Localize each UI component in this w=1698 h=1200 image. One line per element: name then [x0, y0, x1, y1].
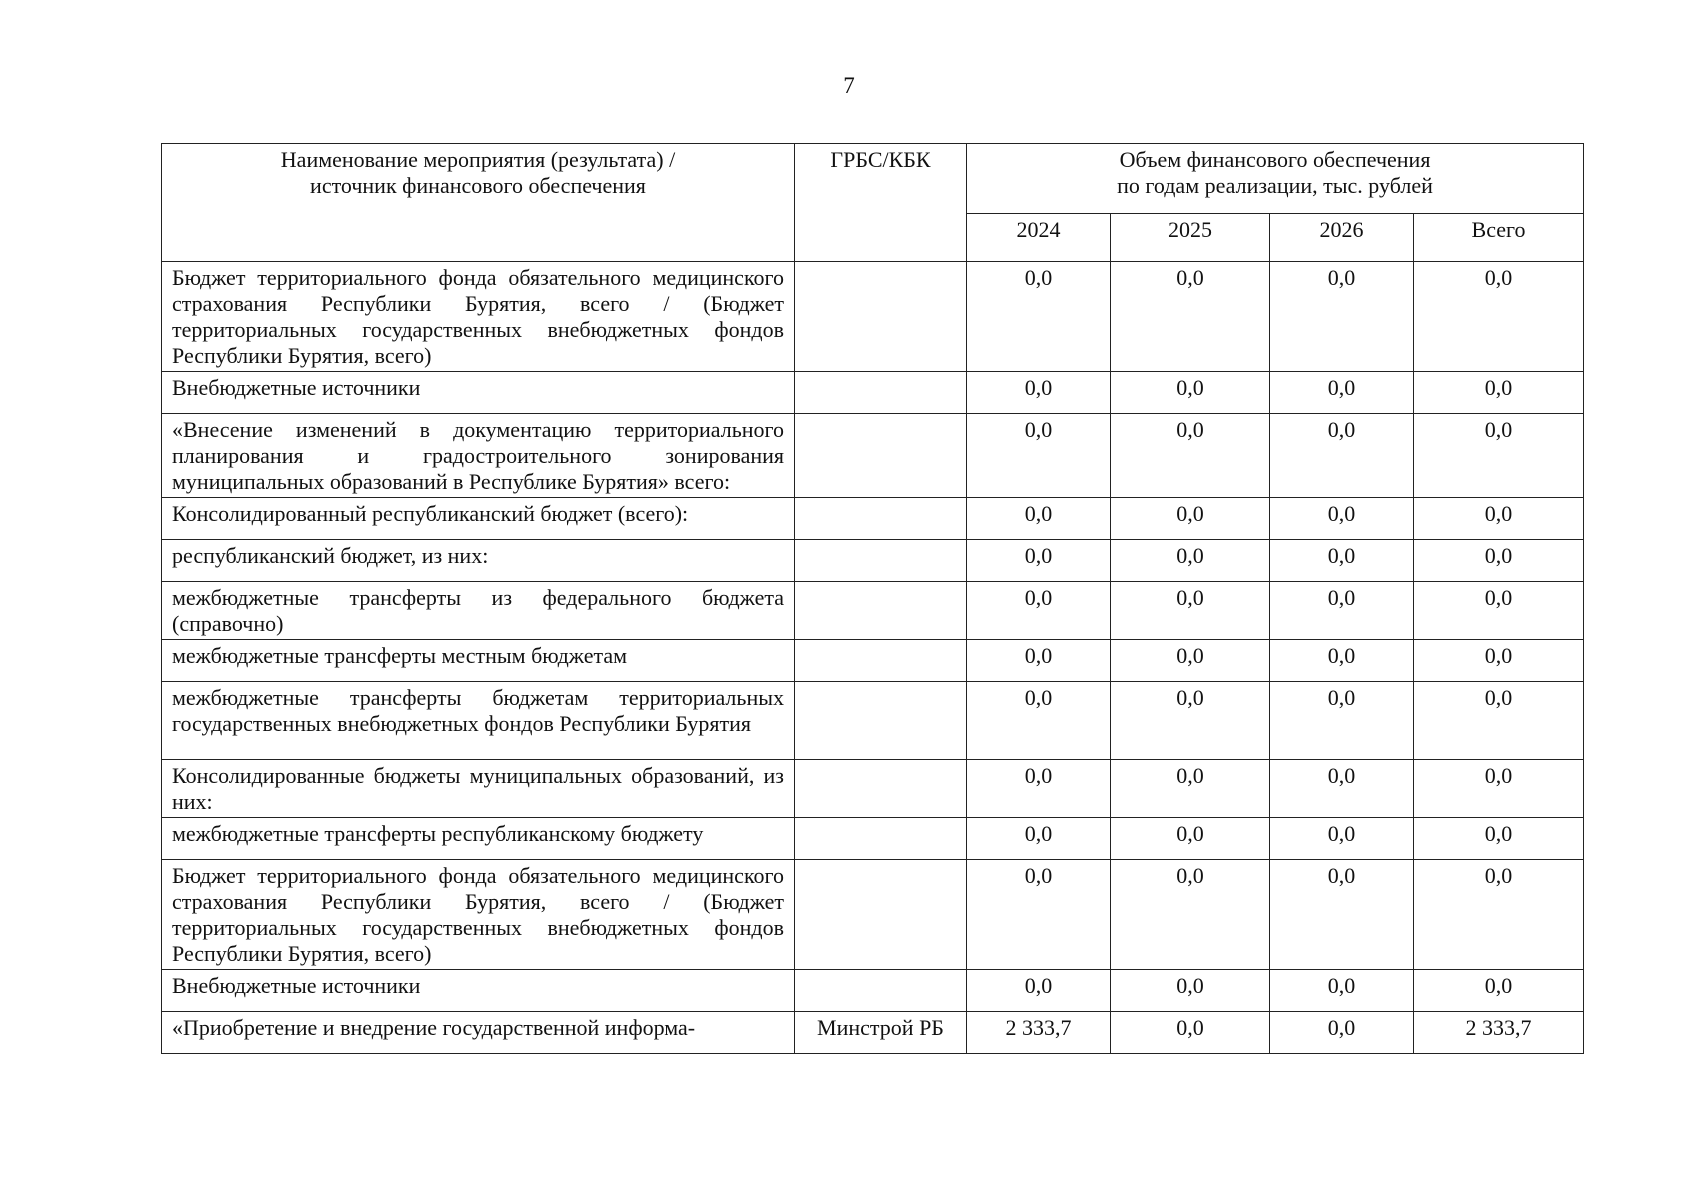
row-value-total: 0,0	[1414, 970, 1584, 1012]
row-value-total: 0,0	[1414, 640, 1584, 682]
row-value-total: 0,0	[1414, 372, 1584, 414]
table-row	[162, 970, 1584, 1012]
row-value-2024: 0,0	[967, 760, 1111, 818]
header-total: Всего	[1414, 214, 1584, 262]
row-value-2024: 0,0	[967, 372, 1111, 414]
row-value-total: 2 333,7	[1414, 1012, 1584, 1054]
row-grbs-cell	[795, 640, 967, 682]
row-value-total: 0,0	[1414, 414, 1584, 498]
row-name-cell: Консолидированный республиканский бюджет (всего):	[162, 498, 795, 540]
row-value-2024: 0,0	[967, 582, 1111, 640]
row-name-cell: Консолидированные бюджеты муниципальных образований, из них:	[162, 760, 795, 818]
row-value-2024: 0,0	[967, 640, 1111, 682]
financing-table	[161, 143, 1584, 1054]
header-row-top	[162, 144, 1584, 214]
row-value-2026: 0,0	[1270, 1012, 1414, 1054]
row-value-total: 0,0	[1414, 818, 1584, 860]
row-name-cell: Внебюджетные источники	[162, 970, 795, 1012]
row-value-2025: 0,0	[1111, 414, 1270, 498]
header-volume-line-1: Объем финансового обеспечения	[1119, 147, 1431, 172]
row-value-2024: 0,0	[967, 682, 1111, 760]
table-row	[162, 540, 1584, 582]
row-grbs-cell	[795, 818, 967, 860]
row-value-2024: 0,0	[967, 860, 1111, 970]
row-value-total: 0,0	[1414, 860, 1584, 970]
row-value-2025: 0,0	[1111, 582, 1270, 640]
row-value-2026: 0,0	[1270, 372, 1414, 414]
row-value-2025: 0,0	[1111, 818, 1270, 860]
row-name-cell: Внебюджетные источники	[162, 372, 795, 414]
row-grbs-cell	[795, 970, 967, 1012]
row-value-2025: 0,0	[1111, 372, 1270, 414]
row-grbs-cell	[795, 262, 967, 372]
row-value-2024: 0,0	[967, 498, 1111, 540]
table-row	[162, 760, 1584, 818]
header-volume-line-2: по годам реализации, тыс. рублей	[1117, 173, 1433, 198]
row-value-total: 0,0	[1414, 262, 1584, 372]
row-value-total: 0,0	[1414, 682, 1584, 760]
row-value-2025: 0,0	[1111, 262, 1270, 372]
row-name-cell: межбюджетные трансферты бюджетам территориальных государственных внебюджетных фондов Республики Бурятия	[162, 682, 795, 760]
header-name-line-1: Наименование мероприятия (результата) /	[280, 147, 676, 172]
row-value-total: 0,0	[1414, 582, 1584, 640]
header-volume-cell	[967, 144, 1584, 214]
row-value-2025: 0,0	[1111, 760, 1270, 818]
row-value-2026: 0,0	[1270, 582, 1414, 640]
row-name-cell: «Внесение изменений в документацию территориального планирования и градостроительного зонирования муниципальных образований в Республике Бурятия» всего:	[162, 414, 795, 498]
table-row	[162, 498, 1584, 540]
row-value-2024: 0,0	[967, 414, 1111, 498]
row-grbs-cell	[795, 372, 967, 414]
row-value-2024: 2 333,7	[967, 1012, 1111, 1054]
row-value-2026: 0,0	[1270, 498, 1414, 540]
row-value-2026: 0,0	[1270, 540, 1414, 582]
row-value-2026: 0,0	[1270, 970, 1414, 1012]
table-row	[162, 640, 1584, 682]
page-number: 7	[843, 73, 855, 98]
row-grbs-cell	[795, 860, 967, 970]
row-value-2024: 0,0	[967, 262, 1111, 372]
row-name-cell: Бюджет территориального фонда обязательного медицинского страхования Республики Бурятия, всего / (Бюджет территориальных государственных внебюджетных фондов Республики Бурятия, всего)	[162, 860, 795, 970]
row-value-2025: 0,0	[1111, 640, 1270, 682]
table-body	[162, 262, 1584, 1054]
table-row	[162, 1012, 1584, 1054]
row-value-2024: 0,0	[967, 540, 1111, 582]
row-value-2026: 0,0	[1270, 818, 1414, 860]
header-year-2026: 2026	[1270, 214, 1414, 262]
row-grbs-cell	[795, 540, 967, 582]
row-value-2024: 0,0	[967, 970, 1111, 1012]
row-value-total: 0,0	[1414, 540, 1584, 582]
row-value-2026: 0,0	[1270, 860, 1414, 970]
row-value-2025: 0,0	[1111, 860, 1270, 970]
row-value-2026: 0,0	[1270, 760, 1414, 818]
row-name-cell: республиканский бюджет, из них:	[162, 540, 795, 582]
row-grbs-cell: Минстрой РБ	[795, 1012, 967, 1054]
header-name-line-2: источник финансового обеспечения	[310, 173, 646, 198]
row-name-cell: межбюджетные трансферты республиканскому бюджету	[162, 818, 795, 860]
header-year-2024: 2024	[967, 214, 1111, 262]
row-name-cell: межбюджетные трансферты из федерального бюджета (справочно)	[162, 582, 795, 640]
row-value-2026: 0,0	[1270, 640, 1414, 682]
table-row	[162, 860, 1584, 970]
row-value-2025: 0,0	[1111, 1012, 1270, 1054]
row-value-2025: 0,0	[1111, 498, 1270, 540]
header-year-2025: 2025	[1111, 214, 1270, 262]
row-grbs-cell	[795, 414, 967, 498]
row-value-2026: 0,0	[1270, 414, 1414, 498]
row-grbs-cell	[795, 682, 967, 760]
row-name-cell: «Приобретение и внедрение государственной информа-	[162, 1012, 795, 1054]
table-row	[162, 262, 1584, 372]
table-row	[162, 818, 1584, 860]
table-row	[162, 582, 1584, 640]
header-name-cell	[162, 144, 795, 262]
row-value-2026: 0,0	[1270, 262, 1414, 372]
row-grbs-cell	[795, 582, 967, 640]
row-name-cell: Бюджет территориального фонда обязательного медицинского страхования Республики Бурятия, всего / (Бюджет территориальных государственных внебюджетных фондов Республики Бурятия, всего)	[162, 262, 795, 372]
row-value-2025: 0,0	[1111, 540, 1270, 582]
row-value-total: 0,0	[1414, 498, 1584, 540]
row-grbs-cell	[795, 760, 967, 818]
row-value-2026: 0,0	[1270, 682, 1414, 760]
row-value-2025: 0,0	[1111, 970, 1270, 1012]
row-grbs-cell	[795, 498, 967, 540]
row-value-2025: 0,0	[1111, 682, 1270, 760]
table-row	[162, 372, 1584, 414]
table-row	[162, 682, 1584, 760]
table-row	[162, 414, 1584, 498]
row-name-cell: межбюджетные трансферты местным бюджетам	[162, 640, 795, 682]
header-grbs-cell: ГРБС/КБК	[795, 144, 967, 262]
row-value-2024: 0,0	[967, 818, 1111, 860]
row-value-total: 0,0	[1414, 760, 1584, 818]
